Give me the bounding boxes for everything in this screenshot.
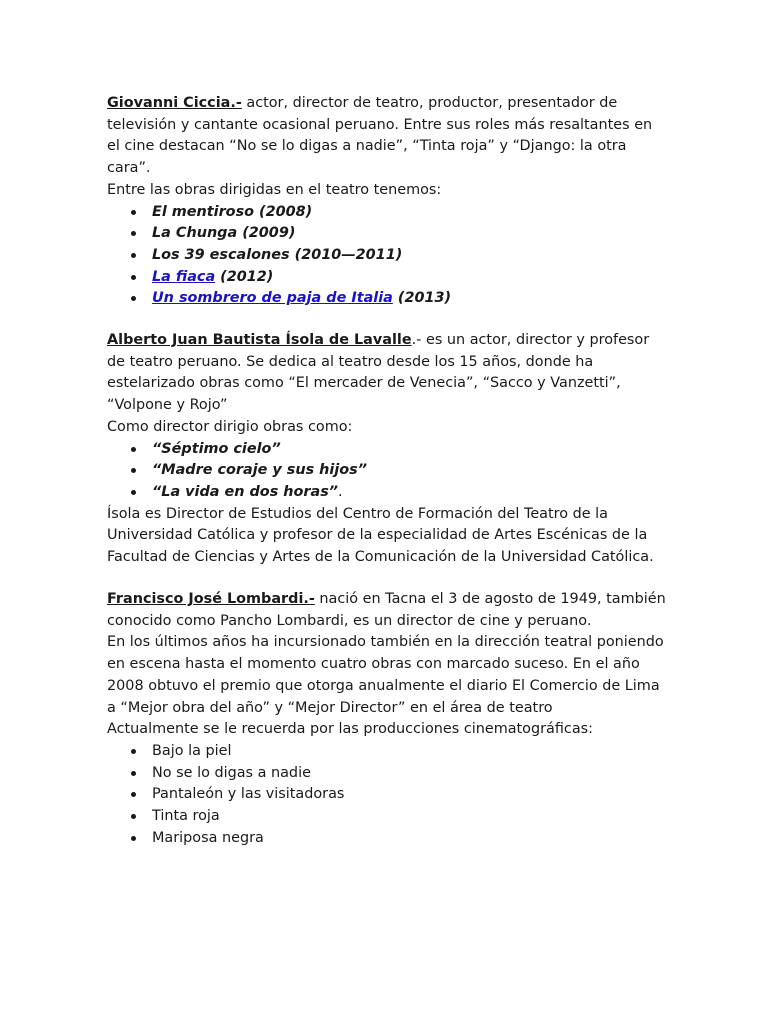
list-item-text: “La vida en dos horas” <box>152 483 339 500</box>
list-item-text: El mentiroso (2008) <box>152 203 313 220</box>
list-item-text: La Chunga (2009) <box>152 225 296 242</box>
person-name <box>107 332 412 348</box>
list-item-text: No se lo digas a nadie <box>152 764 311 781</box>
list-item <box>107 828 667 850</box>
bio-text: actor, director de teatro, productor, presentador de televisión y cantante ocasional peruano. Entre sus roles más resaltantes en el cine destacan “No se lo digas a nadie”, “Tinta roja” y “Django: la otra cara”. <box>107 95 653 177</box>
bio-paragraph <box>107 589 667 632</box>
list-item-text: Pantaleón y las visitadoras <box>152 786 345 803</box>
list-item <box>107 267 667 289</box>
list-heading: Entre las obras dirigidas en el teatro tenemos: <box>107 181 442 198</box>
bio-paragraph <box>107 93 667 180</box>
list-item-text: “Madre coraje y sus hijos” <box>152 462 368 479</box>
list-item-text: Tinta roja <box>152 808 220 825</box>
person-name: Giovanni Ciccia.- <box>107 95 242 111</box>
list-item <box>107 763 667 785</box>
directed-works-list <box>107 439 667 504</box>
section-alberto-isola <box>107 330 667 569</box>
list-item-text: “Séptimo cielo” <box>152 440 281 457</box>
bio-text: es un actor, director y profesor de teatro peruano. Se dedica al teatro desde los 15 años, donde ha estelarizado obras como “El mercader de Venecia”, “Sacco y Vanzetti”, “Volpone y Rojo” <box>107 332 650 414</box>
list-item-year: (2013) <box>392 290 452 307</box>
list-item-year: (2012) <box>215 268 274 285</box>
films-list <box>107 741 667 850</box>
list-item <box>107 806 667 828</box>
list-item <box>107 202 667 224</box>
list-item <box>107 288 667 310</box>
bio-paragraph <box>107 330 667 417</box>
bio-text: nació en Tacna el 3 de agosto de 1949, también conocido como Pancho Lombardi, es un director de cine y peruano. <box>107 591 666 629</box>
person-name: Francisco José Lombardi.- <box>107 591 315 607</box>
bio-paragraph-2: En los últimos años ha incursionado también en la dirección teatral poniendo en escena hasta el momento cuatro obras con marcado suceso. En el año 2008 obtuvo el premio que otorga anualmente el diario El Comercio de Lima a “Mejor obra del año” y “Mejor Director” en el área de teatro <box>107 634 664 716</box>
section-francisco-lombardi <box>107 589 667 849</box>
work-link-la-fiaca[interactable]: La fiaca <box>152 268 216 285</box>
directed-works-list <box>107 202 667 311</box>
list-item-text: Bajo la piel <box>152 742 232 759</box>
list-item <box>107 439 667 461</box>
work-link-sombrero-de-paja[interactable]: Un sombrero de paja de Italia <box>152 290 393 307</box>
closing-paragraph: Ísola es Director de Estudios del Centro de Formación del Teatro de la Universidad Católica y profesor de la especialidad de Artes Escénicas de la Facultad de Ciencias y Artes de la Comunicación de la Universidad Católica. <box>107 505 654 566</box>
list-item <box>107 482 667 504</box>
list-item <box>107 741 667 763</box>
name-suffix: .- <box>411 332 422 348</box>
list-heading: Actualmente se le recuerda por las producciones cinematográficas: <box>107 721 593 738</box>
list-item <box>107 460 667 482</box>
list-item-text: Los 39 escalones (2010—2011) <box>152 246 403 263</box>
list-item-period: . <box>338 483 343 500</box>
list-item <box>107 784 667 806</box>
list-heading: Como director dirigio obras como: <box>107 418 353 435</box>
section-giovanni-ciccia <box>107 93 667 310</box>
list-item <box>107 245 667 267</box>
list-item-text: Mariposa negra <box>152 829 264 846</box>
list-item <box>107 223 667 245</box>
person-name-text: Alberto Juan Bautista Ísola de Lavalle <box>107 332 412 348</box>
